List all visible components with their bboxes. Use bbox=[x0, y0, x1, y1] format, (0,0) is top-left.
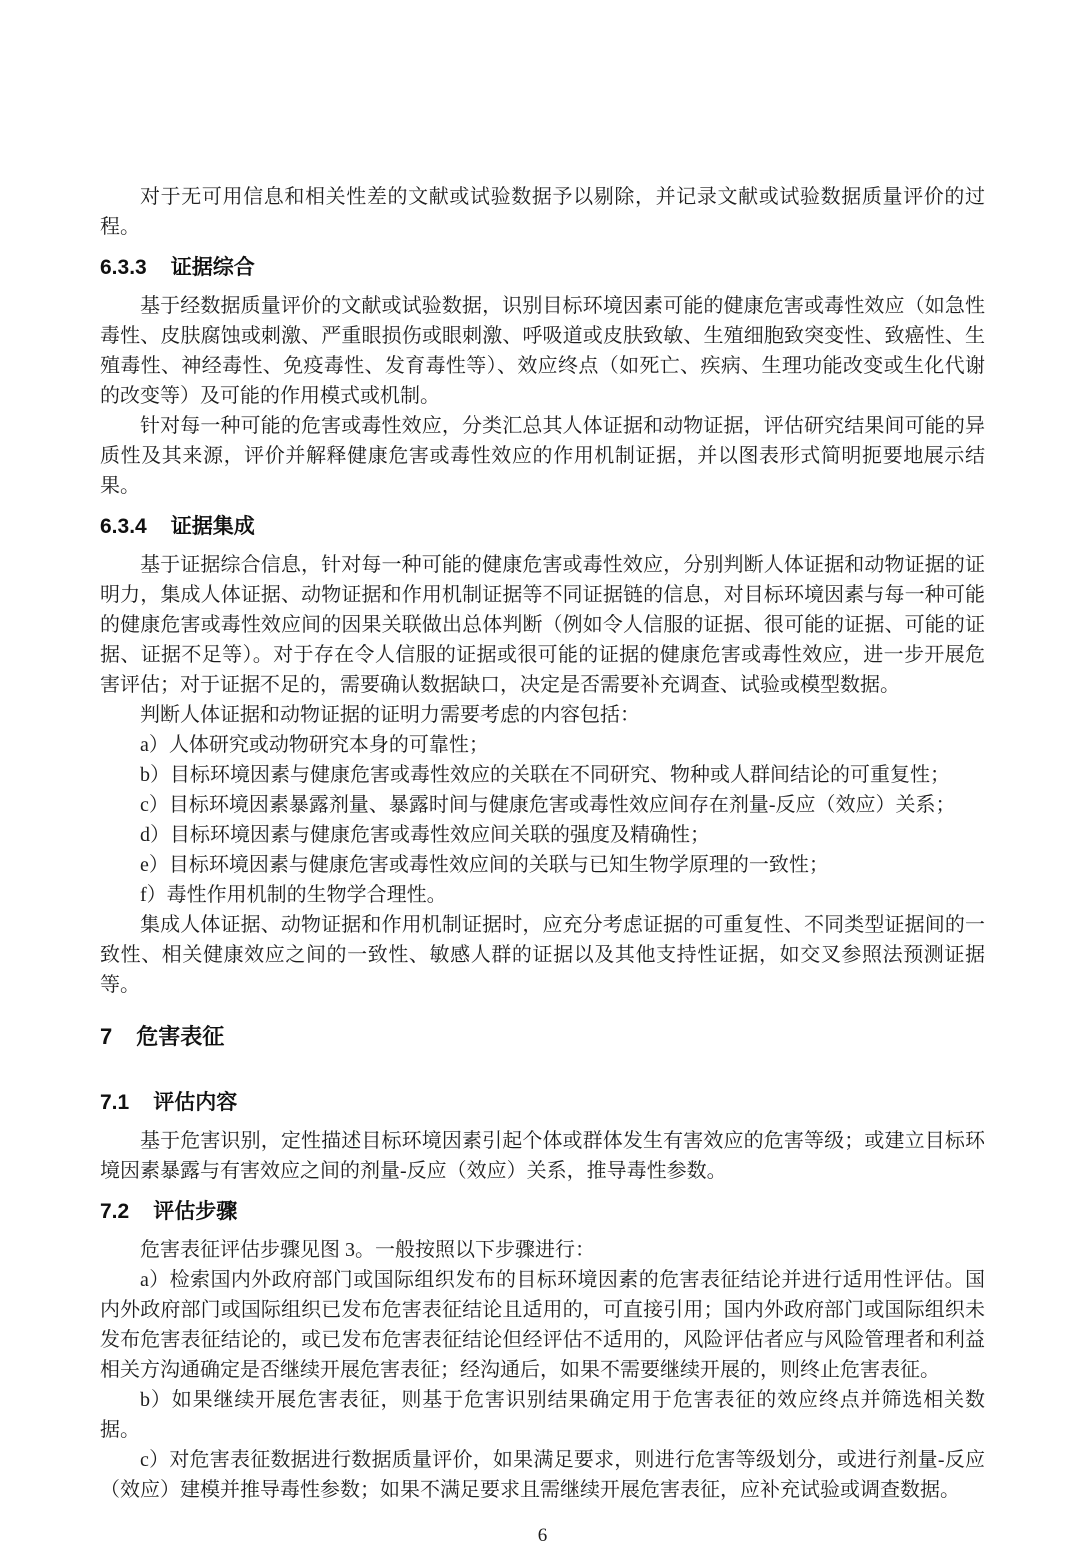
heading-6-3-3-number: 6.3.3 bbox=[100, 256, 147, 279]
paragraph-6-3-4-evidence-integration: 基于证据综合信息，针对每一种可能的健康危害或毒性效应，分别判断人体证据和动物证据的证明力，集成人体证据、动物证据和作用机制证据等不同证据链的信息，对目标环境因素与每一种可能的健康危害或毒性效应间的因果关联做出总体判断（例如令人信服的证据、很可能的证据、可能的证据、证据不足等）。对于存在令人信服的证据或很可能的证据的健康危害或毒性效应，进一步开展危害评估；对于证据不足的，需要确认数据缺口，决定是否需要补充调查、试验或模型数据。 bbox=[100, 554, 985, 696]
heading-7 bbox=[100, 1022, 985, 1052]
page-number: 6 bbox=[537, 1525, 548, 1546]
paragraph-6-3-3-identify-effects: 基于经数据质量评价的文献或试验数据，识别目标环境因素可能的健康危害或毒性效应（如急性毒性、皮肤腐蚀或刺激、严重眼损伤或眼刺激、呼吸道或皮肤致敏、生殖细胞致突变性、致癌性、生殖毒性、神经毒性、免疫毒性、发育毒性等）、效应终点（如死亡、疾病、生理功能改变或生化代谢的改变等）及可能的作用模式或机制。 bbox=[100, 295, 985, 407]
paragraph-6-3-4-integration-considerations: 集成人体证据、动物证据和作用机制证据时，应充分考虑证据的可重复性、不同类型证据间的一致性、相关健康效应之间的一致性、敏感人群的证据以及其他支持性证据，如交叉参照法预测证据等。 bbox=[100, 914, 985, 996]
heading-7-2 bbox=[100, 1197, 985, 1227]
list-item-a: a）人体研究或动物研究本身的可靠性； bbox=[140, 734, 489, 756]
heading-6-3-4-title: 证据集成 bbox=[170, 515, 255, 538]
list-item-e: e）目标环境因素与健康危害或毒性效应间的关联与已知生物学原理的一致性； bbox=[140, 854, 829, 876]
list-item-c: c）目标环境因素暴露剂量、暴露时间与健康危害或毒性效应间存在剂量-反应（效应）关系； bbox=[140, 794, 956, 816]
heading-7-1-number: 7.1 bbox=[100, 1091, 130, 1114]
paragraph-6-3-3-summarize-evidence: 针对每一种可能的危害或毒性效应，分类汇总其人体证据和动物证据，评估研究结果间可能的异质性及其来源，评价并解释健康危害或毒性效应的作用机制证据，并以图表形式简明扼要地展示结果。 bbox=[100, 415, 985, 497]
heading-6-3-4-number: 6.3.4 bbox=[100, 515, 147, 538]
heading-7-number: 7 bbox=[100, 1024, 113, 1049]
heading-6-3-4 bbox=[100, 512, 985, 542]
heading-7-title: 危害表征 bbox=[136, 1024, 225, 1049]
heading-6-3-3-title: 证据综合 bbox=[170, 256, 255, 279]
heading-7-1 bbox=[100, 1088, 985, 1118]
paragraph-7-1-content: 基于危害识别，定性描述目标环境因素引起个体或群体发生有害效应的危害等级；或建立目标环境因素暴露与有害效应之间的剂量-反应（效应）关系，推导毒性参数。 bbox=[100, 1130, 985, 1182]
step-item-b: b）如果继续开展危害表征，则基于危害识别结果确定用于危害表征的效应终点并筛选相关数据。 bbox=[100, 1389, 985, 1441]
list-item-d: d）目标环境因素与健康危害或毒性效应间关联的强度及精确性； bbox=[140, 824, 710, 846]
list-item-f: f）毒性作用机制的生物学合理性。 bbox=[140, 884, 447, 906]
step-item-c: c）对危害表征数据进行数据质量评价，如果满足要求，则进行危害等级划分，或进行剂量-反应（效应）建模并推导毒性参数；如果不满足要求且需继续开展危害表征，应补充试验或调查数据。 bbox=[100, 1449, 985, 1501]
list-item-b: b）目标环境因素与健康危害或毒性效应的关联在不同研究、物种或人群间结论的可重复性； bbox=[140, 764, 950, 786]
step-item-a: a）检索国内外政府部门或国际组织发布的目标环境因素的危害表征结论并进行适用性评估。国内外政府部门或国际组织已发布危害表征结论且适用的，可直接引用；国内外政府部门或国际组织未发布危害表征结论的，或已发布危害表征结论但经评估不适用的，风险评估者应与风险管理者和利益相关方沟通确定是否继续开展危害表征；经沟通后，如果不需要继续开展的，则终止危害表征。 bbox=[100, 1269, 985, 1381]
paragraph-7-2-intro: 危害表征评估步骤见图 3。一般按照以下步骤进行： bbox=[140, 1239, 595, 1261]
heading-7-2-number: 7.2 bbox=[100, 1200, 130, 1223]
heading-6-3-3 bbox=[100, 253, 985, 283]
heading-7-1-title: 评估内容 bbox=[153, 1091, 238, 1114]
paragraph-literature-exclusion: 对于无可用信息和相关性差的文献或试验数据予以剔除，并记录文献或试验数据质量评价的过程。 bbox=[100, 186, 985, 238]
paragraph-6-3-4-list-intro: 判断人体证据和动物证据的证明力需要考虑的内容包括： bbox=[140, 704, 640, 726]
heading-7-2-title: 评估步骤 bbox=[153, 1200, 238, 1223]
